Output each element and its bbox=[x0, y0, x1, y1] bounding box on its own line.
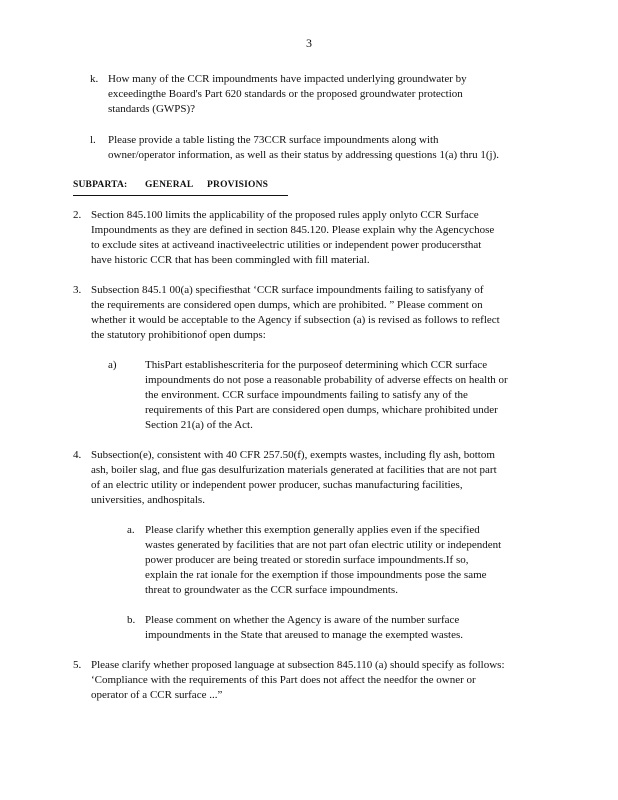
question-4 bbox=[73, 448, 543, 508]
item-l-line-1: Please provide a table listing the 73CCR surface impoundments along with bbox=[108, 134, 439, 146]
question-4-sub-a-line-5: threat to groundwater as the CCR surface impoundments. bbox=[145, 584, 398, 596]
question-4-sub-a-line-1: Please clarify whether this exemption generally applies even if the specified bbox=[145, 524, 480, 536]
item-l-line-2: owner/operator information, as well as their status by addressing questions 1(a) thru 1(j). bbox=[108, 149, 500, 161]
page-number: 3 bbox=[306, 36, 312, 50]
question-4-label: 4. bbox=[73, 449, 82, 461]
question-4-sub-a-label: a. bbox=[127, 524, 135, 536]
question-3-sub-a-label: a) bbox=[108, 359, 117, 371]
question-4-sub-b-line-2: impoundments in the State that areused to manage the exempted wastes. bbox=[145, 629, 463, 641]
question-5-label: 5. bbox=[73, 659, 82, 671]
question-4-sub-b-line-1: Please comment on whether the Agency is aware of the number surface bbox=[145, 614, 460, 626]
question-3-line-4: the statutory prohibitionof open dumps: bbox=[91, 329, 266, 341]
question-5-line-1: Please clarify whether proposed language at subsection 845.110 (a) should specify as follows: bbox=[91, 659, 505, 671]
question-3-sub-a-line-1: ThisPart establishescriteria for the purposeof determining which CCR surface bbox=[145, 359, 488, 371]
subpart-heading-part2: GENERAL bbox=[145, 180, 194, 190]
question-4-sub-a-line-3: power producer are being treated or storedin surface impoundments.If so, bbox=[145, 554, 469, 566]
question-5-line-2: ‘Compliance with the requirements of this Part does not affect the needfor the owner or bbox=[91, 674, 476, 686]
item-l bbox=[90, 133, 540, 163]
question-3-line-1: Subsection 845.1 00(a) specifiesthat ‘CCR surface impoundments failing to satisfyany of bbox=[91, 284, 484, 296]
question-3-label: 3. bbox=[73, 284, 82, 296]
question-4-sub-a-line-2: wastes generated by facilities that are not part ofan electric utility or independent bbox=[145, 539, 502, 551]
question-5-line-3: operator of a CCR surface ...” bbox=[91, 689, 223, 701]
subpart-heading-part1: SUBPARTA: bbox=[73, 180, 128, 190]
subpart-heading bbox=[73, 178, 288, 196]
item-k-line-3: standards (GWPS)? bbox=[108, 103, 196, 115]
question-2-line-1: Section 845.100 limits the applicability of the proposed rules apply onlyto CCR Surface bbox=[91, 209, 479, 221]
question-3-sub-a-line-2: impoundments do not pose a reasonable probability of adverse effects on health or bbox=[145, 374, 508, 386]
question-3 bbox=[73, 283, 543, 343]
question-4-line-3: of an electric utility or independent power producer, suchas manufacturing facilities, bbox=[91, 479, 463, 491]
item-l-label: l. bbox=[90, 134, 96, 146]
question-3-sub-a bbox=[108, 358, 548, 433]
question-4-sub-a bbox=[127, 523, 527, 598]
question-4-sub-b-label: b. bbox=[127, 614, 136, 626]
question-5 bbox=[73, 658, 543, 703]
item-k-line-1: How many of the CCR impoundments have impacted underlying groundwater by bbox=[108, 73, 467, 85]
item-k bbox=[90, 72, 510, 117]
question-2 bbox=[73, 208, 543, 268]
question-4-line-2: ash, boiler slag, and flue gas desulfurization materials generated at facilities that are not part bbox=[91, 464, 497, 476]
question-2-line-3: to exclude sites at activeand inactiveelectric utilities or independent power producersthat bbox=[91, 239, 482, 251]
subpart-heading-part3: PROVISIONS bbox=[207, 180, 269, 190]
question-3-line-2: the requirements are considered open dumps, which are prohibited. ” Please comment on bbox=[91, 299, 483, 311]
question-3-line-3: whether it would be acceptable to the Agency if subsection (a) is revised as follows to reflect bbox=[91, 314, 500, 326]
question-4-line-4: universities, andhospitals. bbox=[91, 494, 205, 506]
question-3-sub-a-line-3: the environment. CCR surface impoundments failing to satisfy any of the bbox=[145, 389, 468, 401]
question-4-sub-b bbox=[127, 613, 527, 643]
question-3-sub-a-line-5: Section 21(a) of the Act. bbox=[145, 419, 253, 431]
item-k-label: k. bbox=[90, 73, 99, 85]
item-k-line-2: exceedingthe Board's Part 620 standards or the proposed groundwater protection bbox=[108, 88, 463, 100]
question-4-line-1: Subsection(e), consistent with 40 CFR 257.50(f), exempts wastes, including fly ash, bottom bbox=[91, 449, 495, 461]
question-2-line-4: have historic CCR that has been commingled with fill material. bbox=[91, 254, 370, 266]
question-2-line-2: Impoundments as they are defined in section 845.120. Please explain why the Agencychose bbox=[91, 224, 495, 236]
question-4-sub-a-line-4: explain the rat ionale for the exemption if those impoundments pose the same bbox=[145, 569, 487, 581]
question-2-label: 2. bbox=[73, 209, 82, 221]
question-3-sub-a-line-4: requirements of this Part are considered open dumps, whichare prohibited under bbox=[145, 404, 498, 416]
